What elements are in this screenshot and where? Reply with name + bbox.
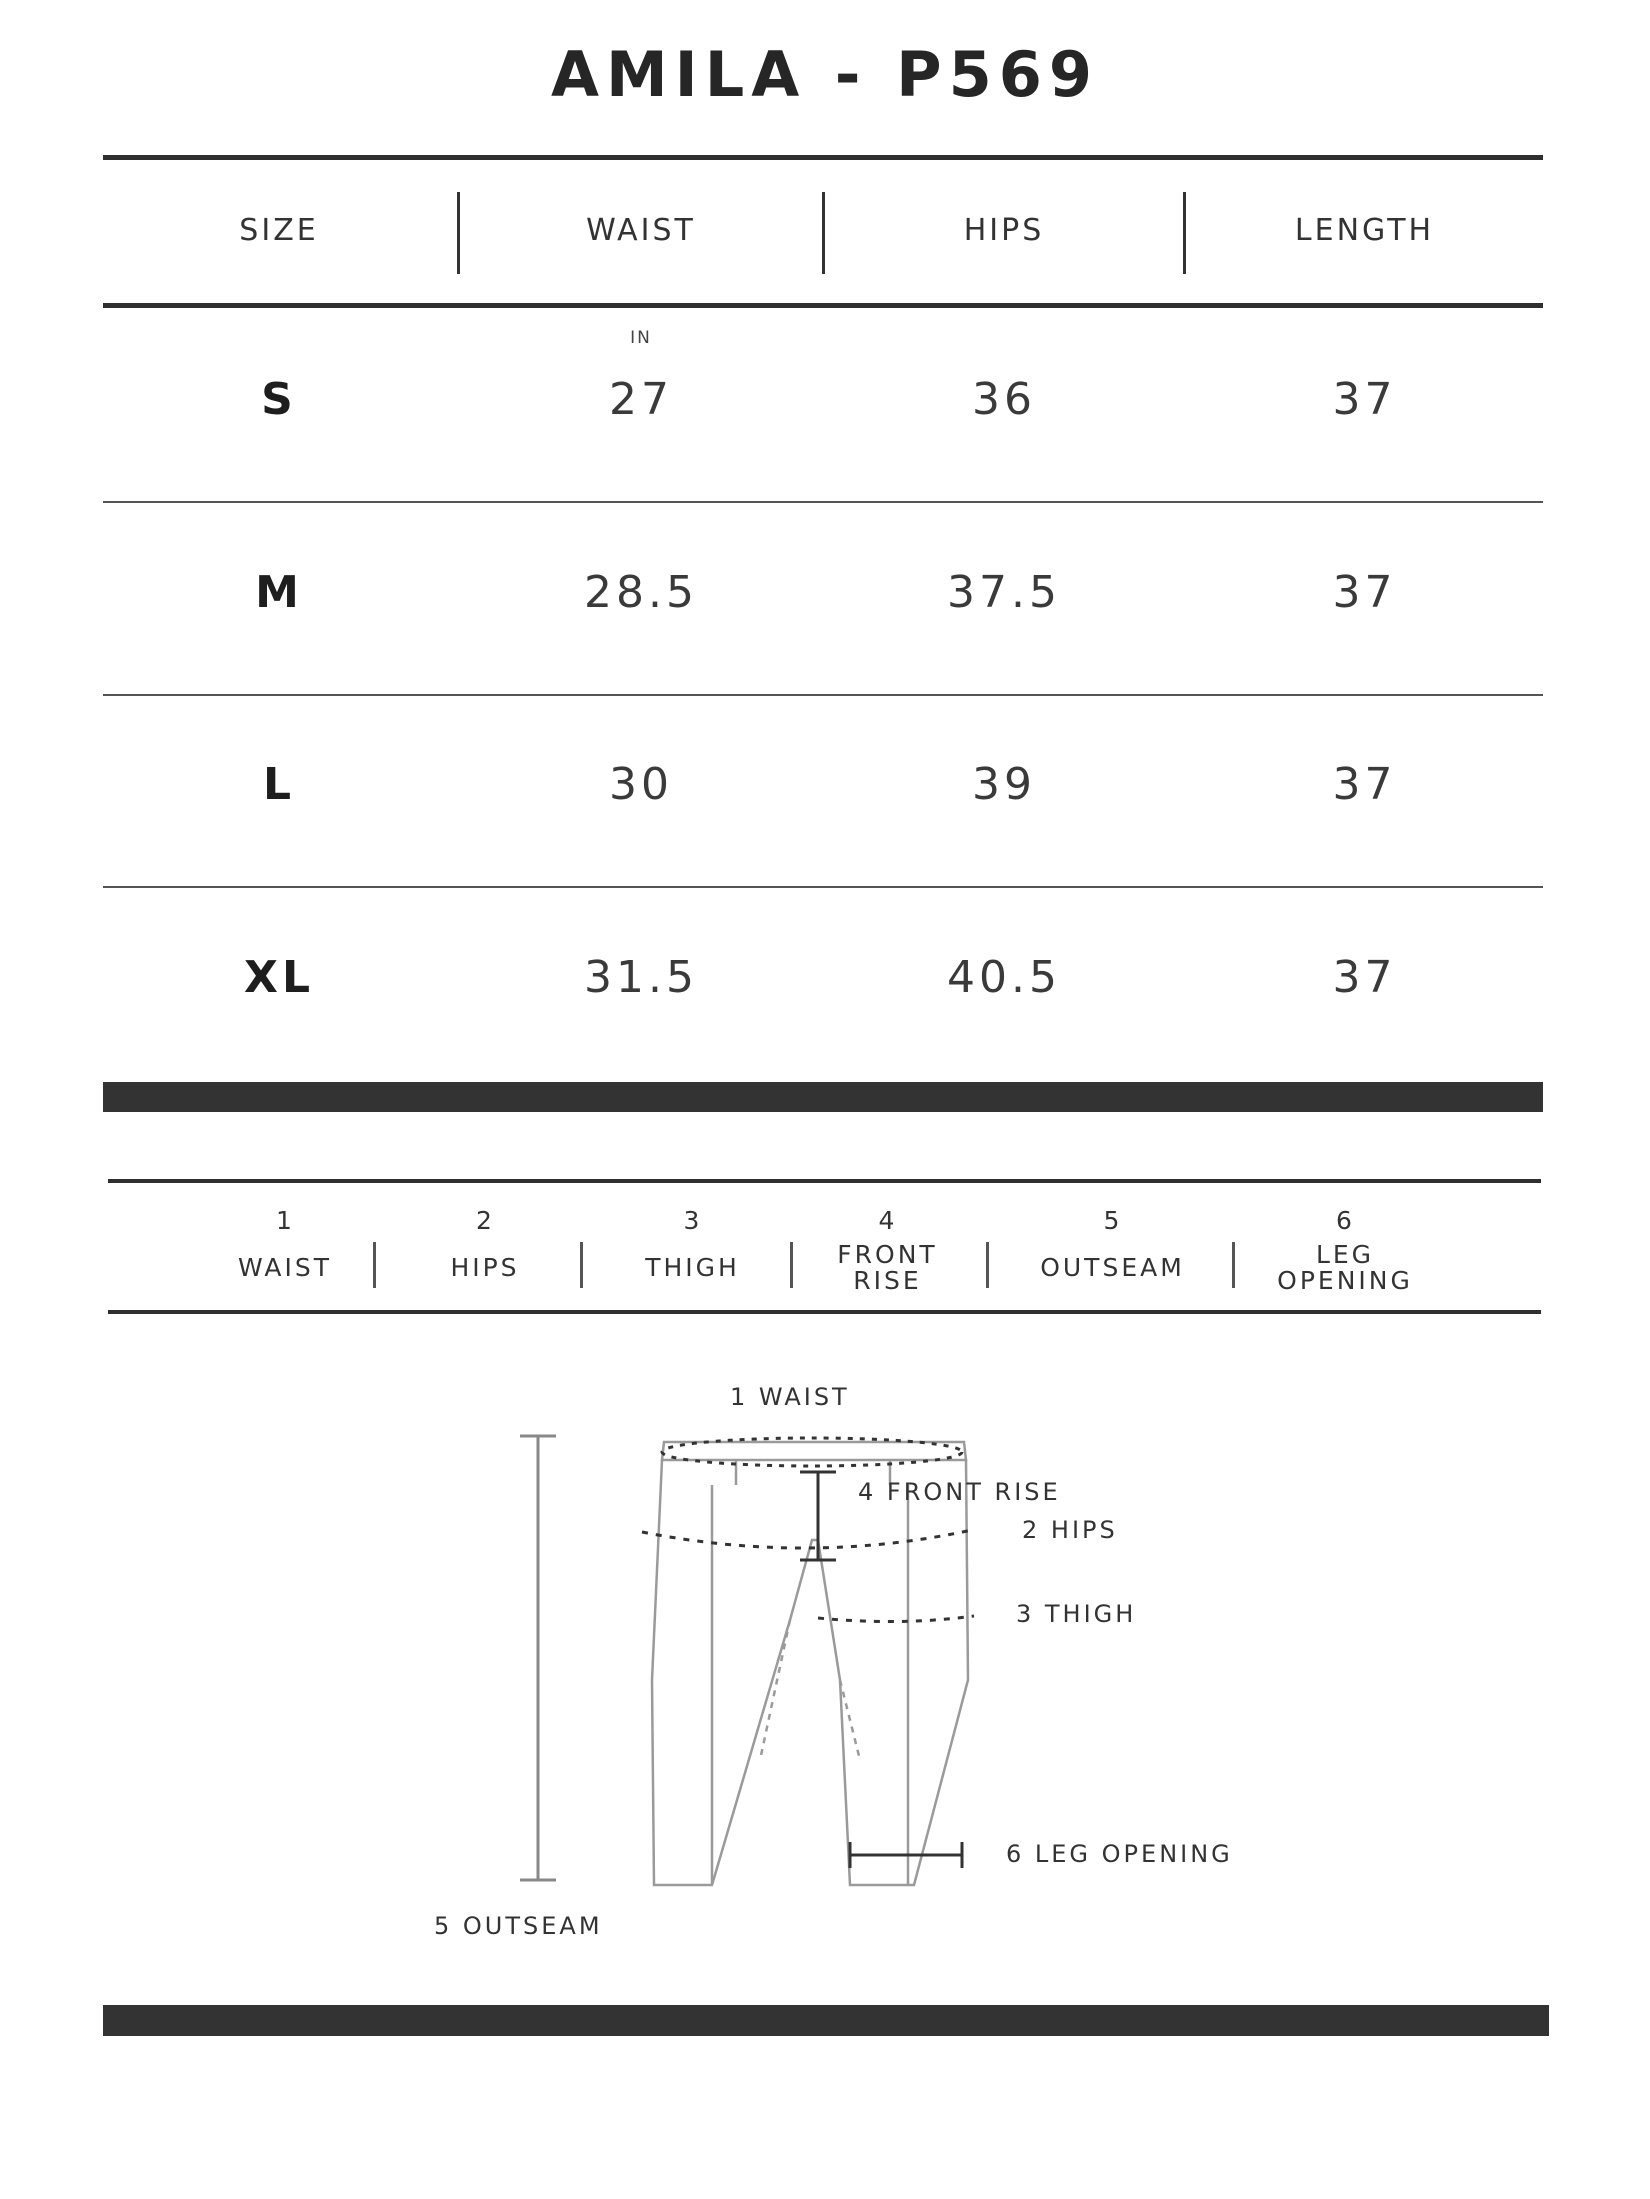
length-cell: 37 bbox=[1332, 952, 1397, 1003]
diagram-label-waist: 1 WAIST bbox=[730, 1383, 850, 1411]
row-divider bbox=[103, 886, 1543, 888]
hips-cell: 37.5 bbox=[947, 567, 1061, 618]
hips-cell: 39 bbox=[972, 759, 1036, 810]
legend-label: RISE bbox=[853, 1266, 922, 1295]
diagram-label-leg-opening: 6 LEG OPENING bbox=[1006, 1840, 1233, 1868]
legend-number: 3 bbox=[683, 1206, 702, 1235]
table-bottom-band bbox=[103, 1082, 1543, 1112]
legend-number: 1 bbox=[276, 1206, 294, 1235]
hips-cell: 40.5 bbox=[947, 952, 1061, 1003]
pants-diagram bbox=[0, 1380, 1650, 1940]
legend-label: FRONT bbox=[837, 1240, 938, 1269]
legend-label: OPENING bbox=[1277, 1266, 1413, 1295]
waist-cell: 31.5 bbox=[584, 952, 698, 1003]
header-hips: HIPS bbox=[963, 213, 1045, 248]
legend-divider bbox=[1232, 1242, 1235, 1288]
length-cell: 37 bbox=[1332, 759, 1397, 810]
leg-opening-measure-line bbox=[850, 1842, 962, 1868]
thigh-measure-line bbox=[818, 1616, 974, 1622]
diagram-label-thigh: 3 THIGH bbox=[1016, 1600, 1137, 1628]
header-waist: WAIST bbox=[586, 213, 696, 248]
waist-cell: 27 bbox=[609, 374, 673, 425]
unit-label: IN bbox=[630, 328, 652, 348]
row-divider bbox=[103, 501, 1543, 503]
diagram-label-outseam: 5 OUTSEAM bbox=[434, 1912, 603, 1940]
legend-label: WAIST bbox=[238, 1253, 332, 1282]
size-cell: M bbox=[255, 567, 303, 618]
hips-cell: 36 bbox=[972, 374, 1036, 425]
diagram-label-front-rise: 4 FRONT RISE bbox=[858, 1478, 1061, 1506]
length-cell: 37 bbox=[1332, 374, 1397, 425]
table-top-rule bbox=[103, 155, 1543, 160]
legend-divider bbox=[986, 1242, 989, 1288]
legend-label: HIPS bbox=[450, 1253, 520, 1282]
header-size: SIZE bbox=[239, 213, 319, 248]
legend-number: 5 bbox=[1103, 1206, 1122, 1235]
waist-cell: 28.5 bbox=[584, 567, 698, 618]
legend-divider bbox=[580, 1242, 583, 1288]
outseam-measure-line bbox=[520, 1436, 556, 1880]
legend-number: 2 bbox=[476, 1206, 494, 1235]
footer-band bbox=[103, 2005, 1549, 2036]
length-cell: 37 bbox=[1332, 567, 1397, 618]
page-title: AMILA - P569 bbox=[550, 38, 1099, 111]
size-cell: S bbox=[261, 374, 297, 425]
header-length: LENGTH bbox=[1294, 213, 1435, 248]
legend-top-rule bbox=[108, 1179, 1541, 1183]
legend-divider bbox=[790, 1242, 793, 1288]
diagram-label-hips: 2 HIPS bbox=[1022, 1516, 1118, 1544]
legend-label: LEG bbox=[1315, 1240, 1375, 1269]
legend-bottom-rule bbox=[108, 1310, 1541, 1314]
legend-label: OUTSEAM bbox=[1040, 1253, 1185, 1282]
legend-label: THIGH bbox=[645, 1253, 740, 1282]
row-divider bbox=[103, 694, 1543, 696]
hips-measure-line bbox=[642, 1530, 972, 1548]
table-header-rule bbox=[103, 303, 1543, 308]
size-cell: XL bbox=[244, 952, 314, 1003]
legend-divider bbox=[373, 1242, 376, 1288]
pants-outline bbox=[652, 1442, 968, 1885]
front-rise-measure-line bbox=[800, 1472, 836, 1560]
size-cell: L bbox=[262, 759, 296, 810]
legend-number: 4 bbox=[878, 1206, 897, 1235]
legend-number: 6 bbox=[1336, 1206, 1354, 1235]
waist-cell: 30 bbox=[609, 759, 673, 810]
